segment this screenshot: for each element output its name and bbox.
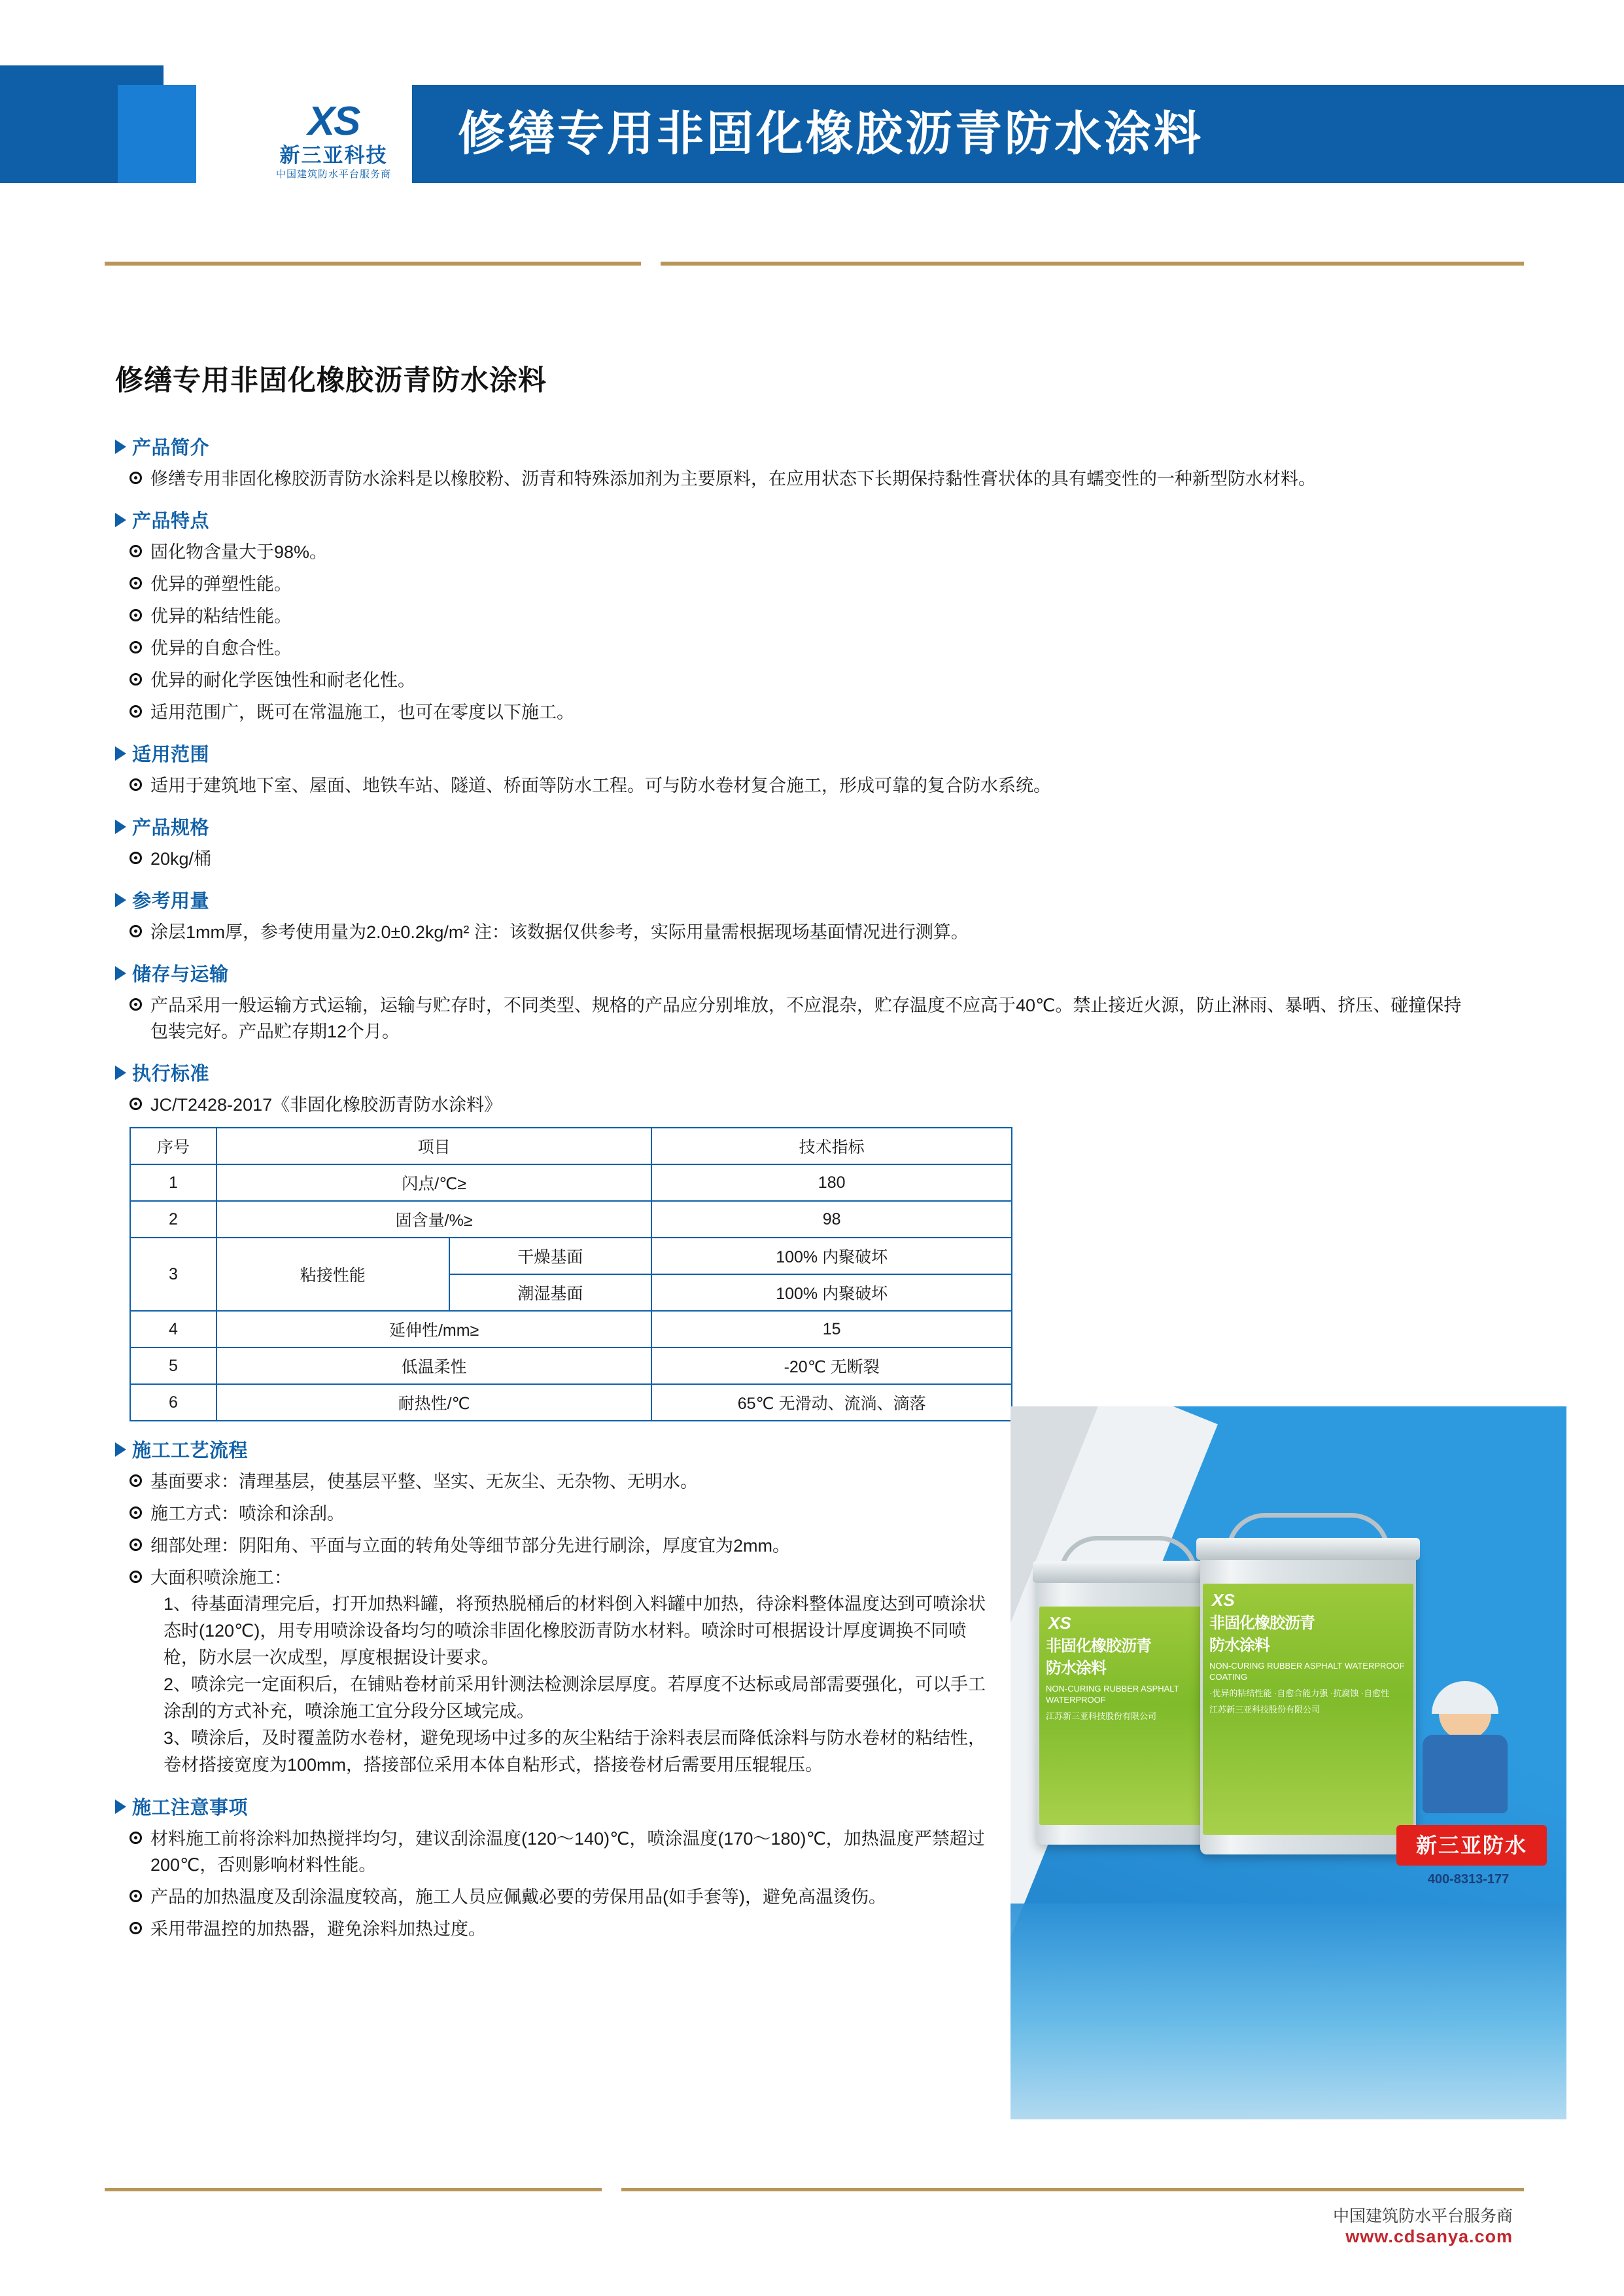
footer-divider-left [105,2188,602,2191]
table-row [130,1238,1012,1274]
hotline-number: 400-8313-177 [1427,1872,1510,1887]
section-heading-scope [115,740,1515,767]
page-header [0,0,1624,183]
list-item-text: 优异的弹塑性能。 [150,574,292,594]
table-cell-value: 65℃ 无滑动、流淌、滴落 [651,1384,1012,1421]
circle-bullet-icon [130,998,142,1011]
bucket-lid [1196,1538,1420,1560]
triangle-bullet-icon [115,440,126,454]
list-item [130,539,1515,565]
process-paragraph-3: 3、喷涂后，及时覆盖防水卷材，避免现场中过多的灰尘粘结于涂料表层而降低涂料与防水卷材的粘结性，卷材搭接宽度为100mm，搭接部位采用本体自粘形式，搭接卷材后需要用压辊辊压。 [164,1728,986,1775]
list-item-text: 产品采用一般运输方式运输，运输与贮存时，不同类型、规格的产品应分别堆放，不应混杂，贮存温度不应高于40℃。禁止接近火源，防止淋雨、暴晒、挤压、碰撞保持包装完好。产品贮存期12个月。 [150,996,1462,1041]
section-heading-storage [115,960,1515,986]
table-header-cell: 技术指标 [651,1128,1012,1164]
table-cell-no: 3 [130,1238,216,1311]
mascot-brand-badge: 新三亚防水 [1396,1825,1547,1866]
mascot-body [1423,1735,1508,1813]
circle-bullet-icon [130,1832,142,1844]
list-item [130,919,1515,945]
table-header-cell: 序号 [130,1128,216,1164]
section-title: 施工注意事项 [132,1798,249,1818]
table-cell-item: 延伸性/mm≥ [216,1311,651,1348]
list-item-text: 涂层1mm厚，参考使用量为2.0±0.2kg/m² 注：该数据仅供参考，实际用量需根据现场基面情况进行测算。 [150,922,969,942]
list-item [130,603,1515,629]
table-cell-subitem: 潮湿基面 [449,1274,652,1311]
table-cell-item: 粘接性能 [216,1238,449,1311]
list-item-text: 20kg/桶 [150,849,212,869]
section-title: 施工工艺流程 [132,1440,249,1461]
circle-bullet-icon [130,673,142,686]
section-title: 适用范围 [132,744,210,765]
table-row [130,1348,1012,1384]
section-heading-dosage [115,886,1515,913]
list-item-text: 优异的自愈合性。 [150,638,292,658]
circle-bullet-icon [130,852,142,864]
circle-bullet-icon [130,1922,142,1934]
list-item-text: 适用于建筑地下室、屋面、地铁车站、隧道、桥面等防水工程。可与防水卷材复合施工，形成可靠的复合防水系统。 [150,776,1051,795]
bucket-title-line2: 防水涂料 [1209,1637,1270,1654]
list-item-text: 采用带温控的加热器，避免涂料加热过度。 [150,1919,486,1939]
circle-bullet-icon [130,1506,142,1519]
table-cell-value: 98 [651,1201,1012,1238]
list-item-text: JC/T2428-2017《非固化橡胶沥青防水涂料》 [150,1095,502,1115]
list-item-text: 材料施工前将涂料加热搅拌均匀，建议刮涂温度(120～140)℃，喷涂温度(170～180)℃，加热温度严禁超过200℃，否则影响材料性能。 [150,1829,985,1875]
brand-logo [235,99,432,180]
list-item [130,466,1515,492]
section-title: 储存与运输 [132,964,229,985]
table-cell-value: 15 [651,1311,1012,1348]
list-item-text: 产品的加热温度及刮涂温度较高，施工人员应佩戴必要的劳保用品(如手套等)，避免高温烫伤。 [150,1887,886,1907]
logo-company-name: 新三亚科技 [279,144,388,167]
list-item [130,571,1515,597]
bucket-brand-mark: XS [1048,1613,1071,1633]
table-cell-value: 180 [651,1164,1012,1201]
circle-bullet-icon [130,925,142,937]
circle-bullet-icon [130,1098,142,1110]
triangle-bullet-icon [115,1066,126,1080]
triangle-bullet-icon [115,893,126,907]
table-cell-no: 4 [130,1311,216,1348]
list-item-text: 固化物含量大于98%。 [150,542,328,562]
section-heading-spec [115,813,1515,840]
section-title: 产品规格 [132,818,210,839]
footer-divider-right [621,2188,1524,2191]
triangle-bullet-icon [115,1800,126,1814]
bucket-company: 江苏新三亚科技股份有限公司 [1209,1705,1321,1714]
list-item-text: 优异的粘结性能。 [150,606,292,626]
section-heading-standard [115,1059,1515,1086]
bucket-company: 江苏新三亚科技股份有限公司 [1046,1711,1157,1721]
table-cell-item: 固含量/%≥ [216,1201,651,1238]
section-heading-features [115,506,1515,533]
triangle-bullet-icon [115,820,126,834]
list-item [130,699,1515,725]
bucket-label-back [1039,1607,1217,1825]
product-bucket-back [1037,1570,1220,1845]
triangle-bullet-icon [115,746,126,761]
circle-bullet-icon [130,1571,142,1583]
product-bucket-front [1200,1547,1416,1854]
list-item-text: 施工方式：喷涂和涂刮。 [150,1504,345,1523]
list-item-text: 大面积喷涂施工： [150,1568,292,1588]
list-item [130,773,1515,799]
circle-bullet-icon [130,545,142,557]
circle-bullet-icon [130,778,142,791]
footer-tagline: 中国建筑防水平台服务商 [1332,2207,1513,2225]
bucket-title-line1: 非固化橡胶沥青 [1046,1637,1151,1655]
header-blue-block-mid [118,85,196,183]
triangle-bullet-icon [115,966,126,981]
process-paragraph-2: 2、喷涂完一定面积后，在铺贴卷材前采用针测法检测涂层厚度。若厚度不达标或局部需要强化，可以手工涂刮的方式补充，喷涂施工宜分段分区域完成。 [164,1675,986,1721]
bucket-lid [1033,1561,1224,1583]
table-row [130,1311,1012,1348]
triangle-bullet-icon [115,513,126,527]
product-photo [1011,1406,1566,2119]
bucket-features: ·优异的粘结性能 ·自愈合能力强 ·抗腐蚀 ·自愈性 [1209,1688,1390,1698]
table-row [130,1384,1012,1421]
table-cell-value: 100% 内聚破坏 [651,1274,1012,1311]
bucket-label-front [1203,1584,1413,1835]
page-title: 修缮专用非固化橡胶沥青防水涂料 [458,108,1204,160]
section-title: 产品特点 [132,511,210,532]
table-cell-no: 5 [130,1348,216,1384]
circle-bullet-icon [130,577,142,589]
list-item-text: 基面要求：清理基层，使基层平整、坚实、无灰尘、无杂物、无明水。 [150,1472,698,1491]
spec-table [130,1127,1012,1421]
logo-tagline: 中国建筑防水平台服务商 [275,169,391,180]
photo-floor-reflection [1011,1904,1566,2119]
table-cell-value: 100% 内聚破坏 [651,1238,1012,1274]
table-header-cell: 项目 [216,1128,651,1164]
section-heading-intro [115,433,1515,460]
list-item [130,846,1515,872]
table-cell-item: 闪点/℃≥ [216,1164,651,1201]
bucket-title-line1: 非固化橡胶沥青 [1209,1614,1315,1632]
table-row [130,1164,1012,1201]
circle-bullet-icon [130,1890,142,1902]
table-cell-item: 低温柔性 [216,1348,651,1384]
table-cell-no: 2 [130,1201,216,1238]
section-title: 参考用量 [132,891,210,912]
circle-bullet-icon [130,1474,142,1487]
list-item [130,1092,1515,1118]
list-item [130,667,1515,693]
section-title: 产品简介 [132,438,210,459]
bucket-title-en: NON-CURING RUBBER ASPHALT WATERPROOF [1046,1684,1179,1705]
list-item-text: 修缮专用非固化橡胶沥青防水涂料是以橡胶粉、沥青和特殊添加剂为主要原料，在应用状态下长期保持黏性膏状体的具有蠕变性的一种新型防水材料。 [150,469,1316,489]
circle-bullet-icon [130,641,142,653]
header-divider-left [105,262,641,266]
header-divider-right [661,262,1524,266]
document-title: 修缮专用非固化橡胶沥青防水涂料 [115,365,547,396]
bucket-brand-mark: XS [1212,1590,1235,1610]
table-cell-value: -20℃ 无断裂 [651,1348,1012,1384]
table-row [130,1201,1012,1238]
circle-bullet-icon [130,705,142,718]
list-item [130,635,1515,661]
list-item [130,992,1515,1045]
bucket-title-line2: 防水涂料 [1046,1660,1106,1677]
table-cell-no: 6 [130,1384,216,1421]
circle-bullet-icon [130,609,142,621]
circle-bullet-icon [130,472,142,484]
table-cell-item: 耐热性/℃ [216,1384,651,1421]
triangle-bullet-icon [115,1442,126,1457]
process-paragraph-1: 1、待基面清理完后，打开加热料罐，将预热脱桶后的材料倒入料罐中加热，待涂料整体温度达到可喷涂状态时(120℃)，用专用喷涂设备均匀的喷涂非固化橡胶沥青防水材料。喷涂时可根据设计厚度调换不同喷枪，防水层一次成型，厚度根据设计要求。 [164,1594,986,1667]
list-item-text: 细部处理：阴阳角、平面与立面的转角处等细节部分先进行刷涂，厚度宜为2mm。 [150,1536,790,1556]
table-header-row [130,1128,1012,1164]
circle-bullet-icon [130,1539,142,1551]
footer-website[interactable]: www.cdsanya.com [1345,2227,1513,2246]
logo-xs-mark: XS [307,99,360,144]
list-item-text: 适用范围广，既可在常温施工，也可在零度以下施工。 [150,703,574,722]
table-cell-subitem: 干燥基面 [449,1238,652,1274]
bucket-title-en: NON-CURING RUBBER ASPHALT WATERPROOF COATING [1209,1661,1405,1682]
table-cell-no: 1 [130,1164,216,1201]
section-title: 执行标准 [132,1064,210,1085]
list-item-text: 优异的耐化学医蚀性和耐老化性。 [150,670,415,690]
